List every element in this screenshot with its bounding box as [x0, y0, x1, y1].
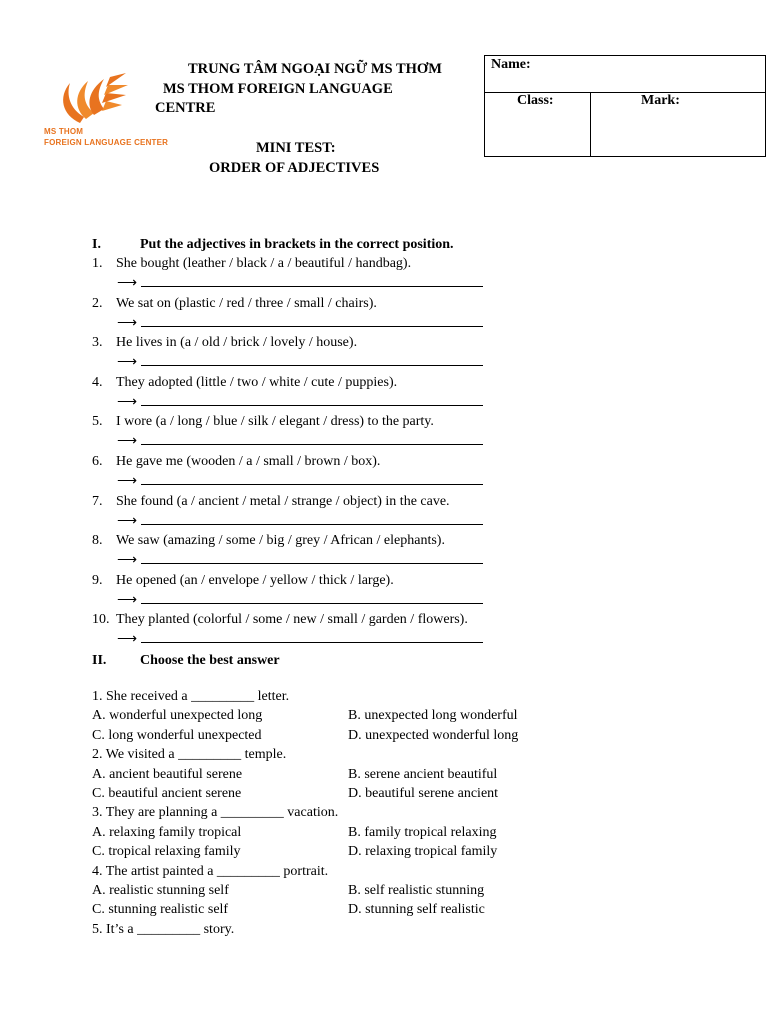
exercise-sentence: They planted (colorful / some / new / small / garden / flowers).	[116, 612, 468, 627]
option-a[interactable]: A. realistic stunning self	[92, 883, 229, 898]
exercise-number: 6.	[92, 454, 103, 469]
header-line1: TRUNG TÂM NGOẠI NGỮ MS THƠM	[188, 61, 442, 77]
question-text: 5. It’s a _________ story.	[92, 922, 235, 937]
exercise-number: 10.	[92, 612, 110, 627]
answer-line	[117, 393, 483, 411]
header-line3: CENTRE	[155, 100, 216, 116]
exercise-sentence: We saw (amazing / some / big / grey / African / elephants).	[116, 533, 445, 548]
option-b[interactable]: B. serene ancient beautiful	[348, 767, 498, 782]
center-logo	[40, 65, 169, 155]
arrow-icon: ⟶	[117, 316, 138, 331]
exercise-sentence: She bought (leather / black / a / beautiful / handbag).	[116, 256, 412, 271]
option-c[interactable]: C. stunning realistic self	[92, 902, 229, 917]
exercise-sentence: They adopted (little / two / white / cute / puppies).	[116, 375, 398, 390]
arrow-icon: ⟶	[117, 474, 138, 489]
arrow-icon: ⟶	[117, 276, 138, 291]
logo-text-line2: FOREIGN LANGUAGE CENTER	[44, 138, 169, 147]
answer-line	[117, 274, 483, 292]
answer-blank[interactable]	[141, 432, 483, 445]
exercise-sentence: He lives in (a / old / brick / lovely / house).	[116, 335, 358, 350]
answer-blank[interactable]	[141, 353, 483, 366]
arrow-icon: ⟶	[117, 355, 138, 370]
exercise-number: 5.	[92, 414, 103, 429]
exercise-sentence: She found (a / ancient / metal / strange / object) in the cave.	[116, 494, 450, 509]
header-line2: MS THOM FOREIGN LANGUAGE	[163, 81, 393, 97]
exercise-number: 3.	[92, 335, 103, 350]
question-text: 1. She received a _________ letter.	[92, 689, 290, 704]
option-d[interactable]: D. relaxing tropical family	[348, 844, 498, 859]
exercise-number: 8.	[92, 533, 103, 548]
exercise-sentence: We sat on (plastic / red / three / small / chairs).	[116, 296, 377, 311]
question-text: 2. We visited a _________ temple.	[92, 747, 287, 762]
name-label: Name:	[491, 57, 531, 72]
answer-line	[117, 630, 483, 648]
section1-number: I.	[92, 237, 101, 252]
option-a[interactable]: A. wonderful unexpected long	[92, 708, 263, 723]
answer-blank[interactable]	[141, 630, 483, 643]
answer-blank[interactable]	[141, 274, 483, 287]
option-b[interactable]: B. family tropical relaxing	[348, 825, 497, 840]
wing-logo-icon	[40, 65, 150, 125]
exercise-number: 9.	[92, 573, 103, 588]
option-d[interactable]: D. unexpected wonderful long	[348, 728, 519, 743]
answer-blank[interactable]	[141, 393, 483, 406]
question-text: 4. The artist painted a _________ portrait.	[92, 864, 329, 879]
arrow-icon: ⟶	[117, 395, 138, 410]
option-c[interactable]: C. long wonderful unexpected	[92, 728, 262, 743]
box-divider	[590, 92, 591, 156]
exercise-number: 4.	[92, 375, 103, 390]
class-label: Class:	[517, 93, 554, 108]
answer-line	[117, 314, 483, 332]
option-b[interactable]: B. self realistic stunning	[348, 883, 485, 898]
test-title: MINI TEST:	[256, 140, 336, 156]
exercise-sentence: I wore (a / long / blue / silk / elegant / dress) to the party.	[116, 414, 434, 429]
answer-blank[interactable]	[141, 314, 483, 327]
option-d[interactable]: D. stunning self realistic	[348, 902, 485, 917]
arrow-icon: ⟶	[117, 434, 138, 449]
option-a[interactable]: A. ancient beautiful serene	[92, 767, 243, 782]
answer-blank[interactable]	[141, 472, 483, 485]
arrow-icon: ⟶	[117, 553, 138, 568]
answer-line	[117, 432, 483, 450]
answer-line	[117, 472, 483, 490]
arrow-icon: ⟶	[117, 514, 138, 529]
test-subtitle: ORDER OF ADJECTIVES	[209, 160, 380, 176]
option-c[interactable]: C. tropical relaxing family	[92, 844, 241, 859]
answer-line	[117, 551, 483, 569]
logo-text-line1: MS THOM	[44, 127, 84, 136]
option-d[interactable]: D. beautiful serene ancient	[348, 786, 499, 801]
mark-label: Mark:	[641, 93, 680, 108]
answer-blank[interactable]	[141, 551, 483, 564]
answer-blank[interactable]	[141, 591, 483, 604]
arrow-icon: ⟶	[117, 632, 138, 647]
student-info-box	[484, 55, 766, 157]
exercise-sentence: He gave me (wooden / a / small / brown / box).	[116, 454, 381, 469]
question-text: 3. They are planning a _________ vacation.	[92, 805, 339, 820]
section2-title: Choose the best answer	[140, 653, 280, 668]
section1-title: Put the adjectives in brackets in the correct position.	[140, 237, 454, 252]
section2-number: II.	[92, 653, 107, 668]
exercise-number: 7.	[92, 494, 103, 509]
exercise-number: 2.	[92, 296, 103, 311]
answer-blank[interactable]	[141, 512, 483, 525]
exercise-number: 1.	[92, 256, 103, 271]
option-a[interactable]: A. relaxing family tropical	[92, 825, 242, 840]
exercise-sentence: He opened (an / envelope / yellow / thick / large).	[116, 573, 394, 588]
option-b[interactable]: B. unexpected long wonderful	[348, 708, 518, 723]
option-c[interactable]: C. beautiful ancient serene	[92, 786, 242, 801]
answer-line	[117, 353, 483, 371]
answer-line	[117, 512, 483, 530]
answer-line	[117, 591, 483, 609]
arrow-icon: ⟶	[117, 593, 138, 608]
